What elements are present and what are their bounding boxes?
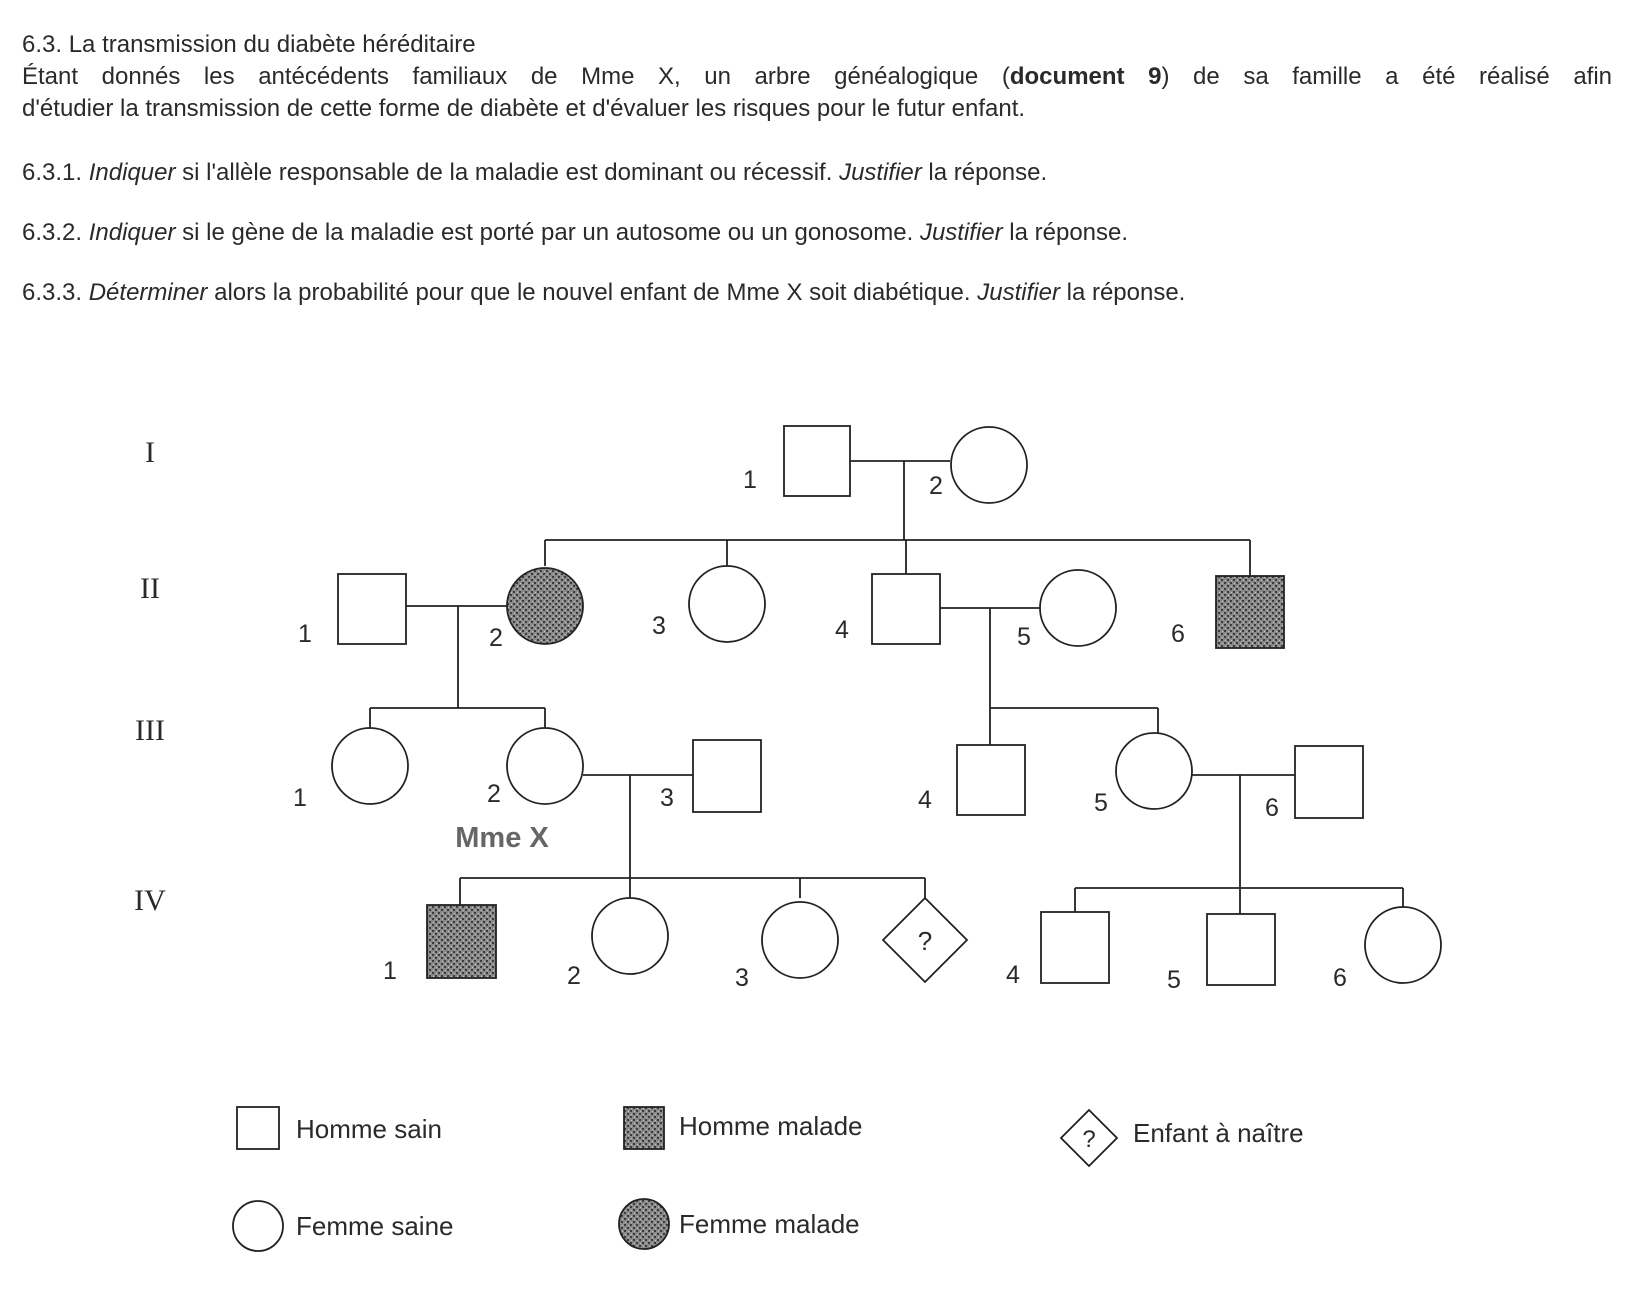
unborn-question-mark: ? xyxy=(917,926,933,956)
question-text: alors la probabilité pour que le nouvel enfant de Mme X soit diabétique. xyxy=(207,279,978,306)
individual-II-6-affected-male xyxy=(1216,576,1284,648)
question-justify: Justifier xyxy=(839,159,922,186)
label-II-3: 3 xyxy=(652,612,666,640)
label-IV-6: 6 xyxy=(1333,964,1347,992)
question-end: la réponse. xyxy=(1002,219,1129,246)
label-I-1: 1 xyxy=(743,466,757,494)
legend-healthy-male-icon xyxy=(237,1107,279,1149)
individual-III-5-healthy-female xyxy=(1116,733,1192,809)
individual-IV-4-healthy-male xyxy=(1041,912,1109,983)
label-III-5: 5 xyxy=(1094,789,1108,817)
question-text: si l'allèle responsable de la maladie est dominant ou récessif. xyxy=(175,159,840,186)
individual-III-2-mme-x xyxy=(507,728,583,804)
individual-III-1-healthy-female xyxy=(332,728,408,804)
individual-I-2-healthy-female xyxy=(951,427,1027,503)
label-I-2: 2 xyxy=(929,472,943,500)
label-II-5: 5 xyxy=(1017,623,1031,651)
question-justify: Justifier xyxy=(919,219,1003,246)
label-III-1: 1 xyxy=(293,784,307,812)
individual-IV-3-healthy-female xyxy=(762,902,838,978)
section-heading: 6.3. La transmission du diabète héréditaire xyxy=(22,31,476,58)
legend-affected-male-label: Homme malade xyxy=(679,1111,863,1141)
individual-III-4-healthy-male xyxy=(957,745,1025,815)
individual-II-4-healthy-male xyxy=(872,574,940,644)
legend-affected-female-label: Femme malade xyxy=(679,1209,860,1239)
label-II-6: 6 xyxy=(1171,620,1185,648)
individual-IV-1-affected-male xyxy=(427,905,496,978)
legend-healthy-female-label: Femme saine xyxy=(296,1211,454,1241)
question-verb: Déterminer xyxy=(88,279,208,306)
individual-III-6-healthy-male xyxy=(1295,746,1363,818)
label-IV-2: 2 xyxy=(567,962,581,990)
individual-II-5-healthy-female xyxy=(1040,570,1116,646)
intro-pre: Étant donnés les antécédents familiaux de Mme X, un arbre généalogique ( xyxy=(22,63,1010,90)
label-III-3: 3 xyxy=(660,784,674,812)
question-verb: Indiquer xyxy=(88,219,176,246)
label-II-4: 4 xyxy=(835,616,849,644)
individual-IV-6-healthy-female xyxy=(1365,907,1441,983)
individual-II-1-healthy-male xyxy=(338,574,406,644)
individual-II-3-healthy-female xyxy=(689,566,765,642)
question-number: 6.3.2. xyxy=(22,219,83,246)
label-II-1: 1 xyxy=(298,620,312,648)
label-III-6: 6 xyxy=(1265,794,1279,822)
label-IV-3: 3 xyxy=(735,964,749,992)
label-III-2: 2 xyxy=(487,780,501,808)
question-text: si le gène de la maladie est porté par un autosome ou un gonosome. xyxy=(175,219,920,246)
label-IV-4: 4 xyxy=(1006,961,1020,989)
intro-paragraph-line2: d'étudier la transmission de cette forme de diabète et d'évaluer les risques pour le futur enfant. xyxy=(22,95,1026,122)
label-II-2: 2 xyxy=(489,624,503,652)
individual-IV-2-healthy-female xyxy=(592,898,668,974)
legend-affected-female-icon xyxy=(619,1199,669,1249)
label-IV-5: 5 xyxy=(1167,966,1181,994)
question-end: la réponse. xyxy=(1059,279,1186,306)
intro-post: ) de sa famille a été réalisé afin xyxy=(1161,63,1613,90)
question-verb: Indiquer xyxy=(88,159,176,186)
document-reference: document 9 xyxy=(1009,63,1162,90)
question-number: 6.3.1. xyxy=(22,159,83,186)
question-justify: Justifier xyxy=(977,279,1060,306)
legend-healthy-male-label: Homme sain xyxy=(296,1114,442,1144)
individual-II-2-affected-female xyxy=(507,568,583,644)
legend-unborn-label: Enfant à naître xyxy=(1133,1118,1304,1148)
label-III-4: 4 xyxy=(918,786,932,814)
legend xyxy=(233,1107,1304,1251)
generation-label-III: III xyxy=(135,714,165,747)
generation-label-II: II xyxy=(140,572,160,605)
question-number: 6.3.3. xyxy=(22,279,83,306)
individual-I-1-healthy-male xyxy=(784,426,850,496)
label-IV-1: 1 xyxy=(383,957,397,985)
question-end: la réponse. xyxy=(921,159,1048,186)
legend-healthy-female-icon xyxy=(233,1201,283,1251)
generation-label-I: I xyxy=(145,436,155,469)
individual-III-3-healthy-male xyxy=(693,740,761,812)
generation-label-IV: IV xyxy=(134,884,166,917)
mme-x-label: Mme X xyxy=(455,822,549,854)
individual-IV-5-healthy-male xyxy=(1207,914,1275,985)
legend-unborn-symbol: ? xyxy=(1082,1126,1096,1153)
legend-affected-male-icon xyxy=(624,1107,664,1149)
